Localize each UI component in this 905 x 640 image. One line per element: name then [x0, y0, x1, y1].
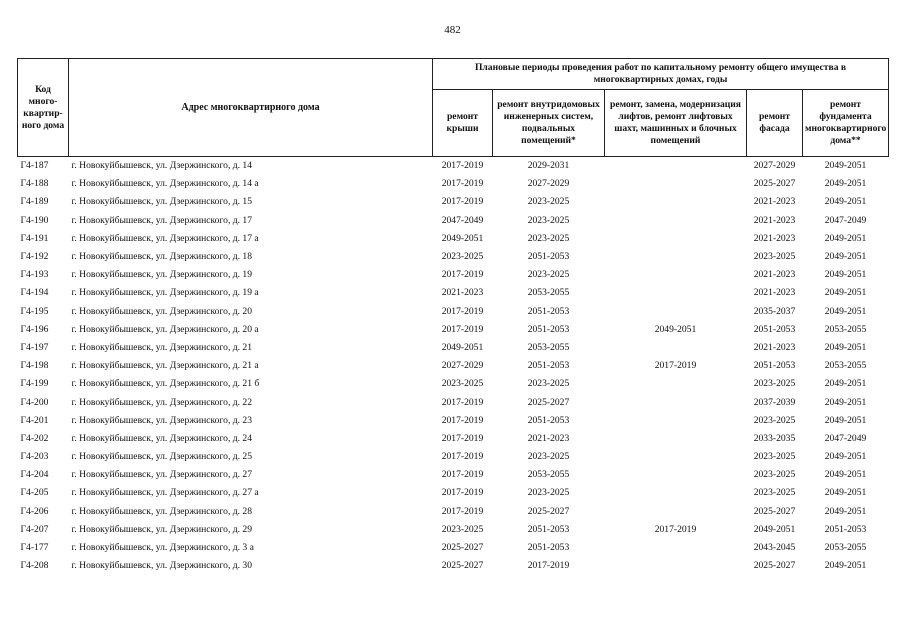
cell-address: г. Новокуйбышевск, ул. Дзержинского, д. 21 — [71, 341, 253, 353]
cell-code: Г4-187 — [20, 160, 49, 172]
cell-roof: 2025-2027 — [441, 542, 484, 554]
cell-foundation: 2049-2051 — [824, 396, 867, 408]
header-code: Код много-квартир-ного дома — [18, 59, 69, 157]
cell-facade: 2023-2025 — [753, 487, 796, 499]
cell-address: г. Новокуйбышевск, ул. Дзержинского, д. 27 а — [71, 487, 259, 499]
cell-engineering: 2021-2023 — [527, 432, 570, 444]
table-body — [18, 157, 889, 576]
cell-foundation: 2049-2051 — [824, 341, 867, 353]
cell-code: Г4-188 — [20, 178, 49, 190]
cell-facade: 2051-2053 — [753, 360, 796, 372]
cell-lifts: 2017-2019 — [654, 360, 697, 372]
cell-code: Г4-191 — [20, 232, 49, 244]
cell-engineering: 2023-2025 — [527, 451, 570, 463]
cell-roof: 2017-2019 — [441, 160, 484, 172]
cell-engineering: 2051-2053 — [527, 414, 570, 426]
cell-engineering: 2053-2055 — [527, 469, 570, 481]
cell-facade: 2037-2039 — [753, 396, 796, 408]
cell-foundation: 2049-2051 — [824, 487, 867, 499]
cell-lifts — [605, 393, 747, 411]
table-row — [18, 448, 889, 466]
table-row — [18, 357, 889, 375]
table-row — [18, 212, 889, 230]
table-row — [18, 175, 889, 193]
cell-engineering: 2025-2027 — [527, 396, 570, 408]
cell-lifts — [605, 484, 747, 502]
cell-facade: 2023-2025 — [753, 378, 796, 390]
table-row — [18, 248, 889, 266]
cell-code: Г4-200 — [20, 396, 49, 408]
cell-foundation: 2053-2055 — [824, 360, 867, 372]
header-engineering: ремонт внутридомовых инженерных систем, подвальных помещений* — [493, 90, 605, 157]
cell-facade: 2025-2027 — [753, 178, 796, 190]
cell-foundation: 2053-2055 — [824, 542, 867, 554]
cell-roof: 2023-2025 — [441, 523, 484, 535]
cell-address: г. Новокуйбышевск, ул. Дзержинского, д. 30 — [71, 560, 253, 572]
cell-address: г. Новокуйбышевск, ул. Дзержинского, д. 29 — [71, 523, 253, 535]
header-address: Адрес многоквартирного дома — [69, 59, 433, 157]
cell-lifts — [605, 248, 747, 266]
cell-lifts — [605, 375, 747, 393]
cell-roof: 2017-2019 — [441, 505, 484, 517]
cell-facade: 2043-2045 — [753, 542, 796, 554]
cell-foundation: 2049-2051 — [824, 269, 867, 281]
cell-code: Г4-204 — [20, 469, 49, 481]
cell-roof: 2017-2019 — [441, 178, 484, 190]
cell-address: г. Новокуйбышевск, ул. Дзержинского, д. 18 — [71, 251, 253, 263]
cell-facade: 2021-2023 — [753, 214, 796, 226]
table-row — [18, 266, 889, 284]
cell-foundation: 2049-2051 — [824, 469, 867, 481]
cell-code: Г4-198 — [20, 360, 49, 372]
cell-foundation: 2049-2051 — [824, 160, 867, 172]
cell-engineering: 2053-2055 — [527, 341, 570, 353]
cell-code: Г4-194 — [20, 287, 49, 299]
cell-engineering: 2051-2053 — [527, 542, 570, 554]
cell-code: Г4-193 — [20, 269, 49, 281]
cell-engineering: 2027-2029 — [527, 178, 570, 190]
cell-foundation: 2049-2051 — [824, 178, 867, 190]
cell-roof: 2049-2051 — [441, 341, 484, 353]
cell-foundation: 2049-2051 — [824, 560, 867, 572]
cell-address: г. Новокуйбышевск, ул. Дзержинского, д. 24 — [71, 432, 253, 444]
cell-foundation: 2049-2051 — [824, 451, 867, 463]
table-row — [18, 230, 889, 248]
cell-lifts: 2049-2051 — [654, 323, 697, 335]
cell-roof: 2017-2019 — [441, 432, 484, 444]
cell-foundation: 2049-2051 — [824, 414, 867, 426]
cell-roof: 2027-2029 — [441, 360, 484, 372]
cell-address: г. Новокуйбышевск, ул. Дзержинского, д. 23 — [71, 414, 253, 426]
header-lifts: ремонт, замена, модернизация лифтов, ремонт лифтовых шахт, машинных и блочных помещений — [605, 90, 747, 157]
cell-code: Г4-208 — [20, 560, 49, 572]
cell-engineering: 2023-2025 — [527, 378, 570, 390]
table-row — [18, 193, 889, 211]
cell-lifts — [605, 448, 747, 466]
header-foundation: ремонт фундамента многоквартирного дома** — [803, 90, 889, 157]
table-row — [18, 521, 889, 539]
cell-address: г. Новокуйбышевск, ул. Дзержинского, д. 19 — [71, 269, 253, 281]
cell-lifts — [605, 466, 747, 484]
cell-address: г. Новокуйбышевск, ул. Дзержинского, д. 28 — [71, 505, 253, 517]
cell-lifts — [605, 539, 747, 557]
cell-foundation: 2051-2053 — [824, 523, 867, 535]
cell-roof: 2049-2051 — [441, 232, 484, 244]
cell-address: г. Новокуйбышевск, ул. Дзержинского, д. 17 а — [71, 232, 259, 244]
header-periods: Плановые периоды проведения работ по капитальному ремонту общего имущества в многоквартирных домах, годы — [433, 59, 889, 90]
cell-address: г. Новокуйбышевск, ул. Дзержинского, д. 21 а — [71, 360, 259, 372]
cell-address: г. Новокуйбышевск, ул. Дзержинского, д. 27 — [71, 469, 253, 481]
table-row — [18, 393, 889, 411]
table-row — [18, 157, 889, 176]
cell-code: Г4-195 — [20, 305, 49, 317]
cell-lifts — [605, 284, 747, 302]
table-row — [18, 321, 889, 339]
cell-facade: 2025-2027 — [753, 505, 796, 517]
cell-roof: 2023-2025 — [441, 378, 484, 390]
cell-code: Г4-206 — [20, 505, 49, 517]
table-row — [18, 284, 889, 302]
cell-facade: 2021-2023 — [753, 341, 796, 353]
cell-roof: 2025-2027 — [441, 560, 484, 572]
cell-code: Г4-190 — [20, 214, 49, 226]
cell-foundation: 2049-2051 — [824, 287, 867, 299]
cell-engineering: 2053-2055 — [527, 287, 570, 299]
cell-facade: 2023-2025 — [753, 451, 796, 463]
cell-engineering: 2025-2027 — [527, 505, 570, 517]
cell-facade: 2051-2053 — [753, 323, 796, 335]
cell-roof: 2021-2023 — [441, 287, 484, 299]
cell-code: Г4-202 — [20, 432, 49, 444]
cell-foundation: 2049-2051 — [824, 232, 867, 244]
cell-facade: 2021-2023 — [753, 196, 796, 208]
cell-lifts — [605, 339, 747, 357]
cell-address: г. Новокуйбышевск, ул. Дзержинского, д. 14 — [71, 160, 253, 172]
cell-code: Г4-201 — [20, 414, 49, 426]
table-row — [18, 503, 889, 521]
table-row — [18, 539, 889, 557]
cell-roof: 2017-2019 — [441, 469, 484, 481]
cell-engineering: 2051-2053 — [527, 323, 570, 335]
cell-foundation: 2053-2055 — [824, 323, 867, 335]
cell-lifts — [605, 266, 747, 284]
cell-code: Г4-189 — [20, 196, 49, 208]
cell-code: Г4-205 — [20, 487, 49, 499]
cell-lifts — [605, 193, 747, 211]
cell-roof: 2017-2019 — [441, 305, 484, 317]
cell-facade: 2027-2029 — [753, 160, 796, 172]
cell-address: г. Новокуйбышевск, ул. Дзержинского, д. 3 а — [71, 542, 254, 554]
cell-code: Г4-199 — [20, 378, 49, 390]
table-row — [18, 412, 889, 430]
cell-roof: 2017-2019 — [441, 396, 484, 408]
cell-code: Г4-196 — [20, 323, 49, 335]
cell-address: г. Новокуйбышевск, ул. Дзержинского, д. 21 б — [71, 378, 260, 390]
cell-foundation: 2047-2049 — [824, 214, 867, 226]
cell-engineering: 2017-2019 — [527, 560, 570, 572]
cell-lifts — [605, 557, 747, 575]
cell-address: г. Новокуйбышевск, ул. Дзержинского, д. 19 а — [71, 287, 259, 299]
cell-facade: 2021-2023 — [753, 287, 796, 299]
cell-foundation: 2047-2049 — [824, 432, 867, 444]
cell-address: г. Новокуйбышевск, ул. Дзержинского, д. 17 — [71, 214, 253, 226]
cell-engineering: 2023-2025 — [527, 214, 570, 226]
cell-foundation: 2049-2051 — [824, 196, 867, 208]
cell-roof: 2023-2025 — [441, 251, 484, 263]
cell-facade: 2035-2037 — [753, 305, 796, 317]
cell-code: Г4-203 — [20, 451, 49, 463]
cell-engineering: 2023-2025 — [527, 232, 570, 244]
cell-code: Г4-197 — [20, 341, 49, 353]
cell-lifts — [605, 303, 747, 321]
cell-address: г. Новокуйбышевск, ул. Дзержинского, д. 25 — [71, 451, 253, 463]
cell-code: Г4-207 — [20, 523, 49, 535]
cell-foundation: 2049-2051 — [824, 251, 867, 263]
cell-engineering: 2051-2053 — [527, 523, 570, 535]
cell-address: г. Новокуйбышевск, ул. Дзержинского, д. 20 — [71, 305, 253, 317]
cell-lifts — [605, 157, 747, 176]
cell-roof: 2047-2049 — [441, 214, 484, 226]
table-header — [18, 59, 889, 157]
cell-facade: 2023-2025 — [753, 251, 796, 263]
cell-roof: 2017-2019 — [441, 269, 484, 281]
cell-roof: 2017-2019 — [441, 323, 484, 335]
cell-lifts — [605, 503, 747, 521]
cell-address: г. Новокуйбышевск, ул. Дзержинского, д. 15 — [71, 196, 253, 208]
cell-lifts: 2017-2019 — [654, 523, 697, 535]
cell-lifts — [605, 412, 747, 430]
cell-roof: 2017-2019 — [441, 196, 484, 208]
cell-engineering: 2023-2025 — [527, 487, 570, 499]
table-row — [18, 430, 889, 448]
cell-facade: 2049-2051 — [753, 523, 796, 535]
cell-engineering: 2051-2053 — [527, 251, 570, 263]
cell-code: Г4-177 — [20, 542, 49, 554]
cell-foundation: 2049-2051 — [824, 378, 867, 390]
cell-facade: 2033-2035 — [753, 432, 796, 444]
cell-code: Г4-192 — [20, 251, 49, 263]
cell-engineering: 2051-2053 — [527, 360, 570, 372]
cell-roof: 2017-2019 — [441, 451, 484, 463]
page-number: 482 — [444, 24, 461, 36]
cell-lifts — [605, 212, 747, 230]
cell-lifts — [605, 430, 747, 448]
cell-lifts — [605, 175, 747, 193]
cell-roof: 2017-2019 — [441, 414, 484, 426]
table-row — [18, 557, 889, 575]
cell-address: г. Новокуйбышевск, ул. Дзержинского, д. 20 а — [71, 323, 259, 335]
cell-engineering: 2029-2031 — [527, 160, 570, 172]
cell-address: г. Новокуйбышевск, ул. Дзержинского, д. 14 а — [71, 178, 259, 190]
cell-address: г. Новокуйбышевск, ул. Дзержинского, д. 22 — [71, 396, 253, 408]
table-row — [18, 466, 889, 484]
cell-engineering: 2023-2025 — [527, 196, 570, 208]
cell-foundation: 2049-2051 — [824, 505, 867, 517]
table-row — [18, 484, 889, 502]
cell-facade: 2021-2023 — [753, 232, 796, 244]
repair-schedule-table — [17, 58, 889, 575]
header-facade: ремонт фасада — [747, 90, 803, 157]
table-row — [18, 375, 889, 393]
cell-foundation: 2049-2051 — [824, 305, 867, 317]
cell-engineering: 2023-2025 — [527, 269, 570, 281]
cell-lifts — [605, 230, 747, 248]
cell-roof: 2017-2019 — [441, 487, 484, 499]
cell-facade: 2021-2023 — [753, 269, 796, 281]
cell-facade: 2025-2027 — [753, 560, 796, 572]
header-roof: ремонт крыши — [433, 90, 493, 157]
cell-engineering: 2051-2053 — [527, 305, 570, 317]
table-row — [18, 303, 889, 321]
cell-facade: 2023-2025 — [753, 414, 796, 426]
table-row — [18, 339, 889, 357]
cell-facade: 2023-2025 — [753, 469, 796, 481]
